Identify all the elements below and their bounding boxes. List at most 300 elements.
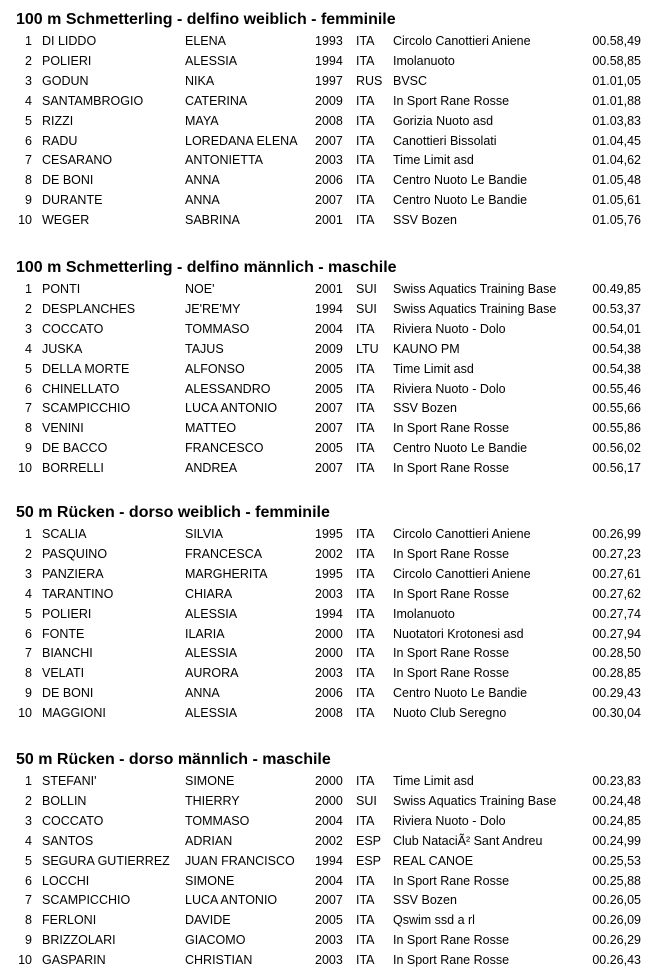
club-cell: Canottieri Bissolati: [393, 133, 497, 148]
club-cell: Nuoto Club Seregno: [393, 706, 507, 721]
time-cell: 00.24,85: [592, 813, 641, 828]
club-cell: In Sport Rane Rosse: [393, 953, 510, 968]
club-cell: Circolo Canottieri Aniene: [393, 566, 531, 581]
last-name-cell: PASQUINO: [42, 546, 108, 561]
result-row: [0, 91, 658, 111]
first-name-cell: FRANCESCO: [185, 441, 264, 456]
birth-year-cell: 2007: [315, 421, 343, 436]
result-row: [0, 170, 658, 190]
rank-cell: 5: [25, 606, 32, 621]
rank-cell: 1: [25, 282, 32, 296]
last-name-cell: SCAMPICCHIO: [42, 893, 131, 908]
rank-cell: 6: [25, 873, 32, 888]
last-name-cell: BOLLIN: [42, 793, 87, 808]
rank-cell: 10: [18, 953, 32, 968]
club-cell: In Sport Rane Rosse: [393, 933, 510, 948]
first-name-cell: SABRINA: [185, 213, 240, 228]
result-row: [0, 398, 658, 418]
result-row: [0, 31, 658, 51]
nation-cell: ITA: [356, 646, 375, 661]
rank-cell: 8: [25, 421, 32, 436]
rank-cell: 6: [25, 381, 32, 396]
section-title: 100 m Schmetterling - delfino weiblich - femminile: [16, 11, 396, 28]
first-name-cell: JUAN FRANCISCO: [185, 853, 295, 868]
nation-cell: ITA: [356, 706, 375, 721]
rank-cell: 9: [25, 933, 32, 948]
nation-cell: ITA: [356, 913, 375, 928]
club-cell: Circolo Canottieri Aniene: [393, 527, 531, 541]
nation-cell: ITA: [356, 321, 375, 336]
time-cell: 01.01,88: [592, 93, 641, 108]
last-name-cell: STEFANI': [42, 774, 97, 788]
birth-year-cell: 2007: [315, 401, 343, 416]
rank-cell: 2: [25, 301, 32, 316]
first-name-cell: CHRISTIAN: [185, 953, 253, 968]
club-cell: Imolanuoto: [393, 606, 455, 621]
nation-cell: ITA: [356, 53, 375, 68]
first-name-cell: ANNA: [185, 193, 220, 208]
last-name-cell: VENINI: [42, 421, 84, 436]
birth-year-cell: 2005: [315, 361, 343, 376]
last-name-cell: COCCATO: [42, 813, 104, 828]
nation-cell: ITA: [356, 93, 375, 108]
first-name-cell: LOREDANA ELENA: [185, 133, 298, 148]
last-name-cell: SANTAMBROGIO: [42, 93, 144, 108]
club-cell: Imolanuoto: [393, 53, 455, 68]
time-cell: 00.27,61: [592, 566, 641, 581]
time-cell: 00.25,88: [592, 873, 641, 888]
club-cell: REAL CANOE: [393, 853, 474, 868]
birth-year-cell: 2005: [315, 381, 343, 396]
first-name-cell: LUCA ANTONIO: [185, 893, 278, 908]
result-row: [0, 643, 658, 663]
nation-cell: SUI: [356, 282, 377, 296]
result-row: [0, 910, 658, 930]
last-name-cell: CESARANO: [42, 153, 113, 168]
result-row: [0, 624, 658, 644]
result-row: [0, 279, 658, 299]
result-row: [0, 584, 658, 604]
birth-year-cell: 2002: [315, 546, 343, 561]
nation-cell: ITA: [356, 527, 375, 541]
time-cell: 00.26,99: [592, 527, 641, 541]
result-row: [0, 703, 658, 723]
time-cell: 01.04,45: [592, 133, 641, 148]
time-cell: 01.05,48: [592, 173, 641, 188]
last-name-cell: GODUN: [42, 73, 89, 88]
section-title: 100 m Schmetterling - delfino männlich - maschile: [16, 259, 397, 276]
result-row: [0, 71, 658, 91]
nation-cell: ITA: [356, 153, 375, 168]
first-name-cell: CHIARA: [185, 586, 233, 601]
rank-cell: 4: [25, 586, 32, 601]
first-name-cell: ELENA: [185, 34, 226, 48]
club-cell: SSV Bozen: [393, 893, 457, 908]
birth-year-cell: 2006: [315, 173, 343, 188]
last-name-cell: DI LIDDO: [42, 34, 97, 48]
first-name-cell: SILVIA: [185, 527, 223, 541]
time-cell: 00.53,37: [592, 301, 641, 316]
last-name-cell: BIANCHI: [42, 646, 93, 661]
first-name-cell: DAVIDE: [185, 913, 231, 928]
time-cell: 01.04,62: [592, 153, 641, 168]
rank-cell: 7: [25, 401, 32, 416]
last-name-cell: CHINELLATO: [42, 381, 120, 396]
rank-cell: 2: [25, 53, 32, 68]
birth-year-cell: 1994: [315, 606, 343, 621]
result-row: [0, 379, 658, 399]
time-cell: 00.55,66: [592, 401, 641, 416]
time-cell: 00.27,94: [592, 626, 641, 641]
nation-cell: RUS: [356, 73, 383, 88]
rank-cell: 10: [18, 213, 32, 228]
time-cell: 00.25,53: [592, 853, 641, 868]
time-cell: 00.54,38: [592, 341, 641, 356]
first-name-cell: NOE': [185, 282, 215, 296]
time-cell: 00.23,83: [592, 774, 641, 788]
first-name-cell: ALESSANDRO: [185, 381, 271, 396]
nation-cell: ITA: [356, 953, 375, 968]
birth-year-cell: 2002: [315, 833, 343, 848]
nation-cell: ITA: [356, 113, 375, 128]
result-row: [0, 418, 658, 438]
rank-cell: 7: [25, 153, 32, 168]
first-name-cell: MATTEO: [185, 421, 237, 436]
club-cell: Time Limit asd: [393, 774, 474, 788]
birth-year-cell: 2005: [315, 913, 343, 928]
club-cell: Centro Nuoto Le Bandie: [393, 173, 528, 188]
birth-year-cell: 1994: [315, 53, 343, 68]
time-cell: 00.55,86: [592, 421, 641, 436]
club-cell: Qswim ssd a rl: [393, 913, 475, 928]
birth-year-cell: 2003: [315, 586, 343, 601]
first-name-cell: SIMONE: [185, 873, 235, 888]
birth-year-cell: 1994: [315, 301, 343, 316]
result-row: [0, 150, 658, 170]
last-name-cell: TARANTINO: [42, 586, 114, 601]
nation-cell: ITA: [356, 173, 375, 188]
rank-cell: 8: [25, 666, 32, 681]
nation-cell: ITA: [356, 686, 375, 701]
first-name-cell: AURORA: [185, 666, 239, 681]
time-cell: 01.05,76: [592, 213, 641, 228]
result-row: [0, 544, 658, 564]
club-cell: In Sport Rane Rosse: [393, 873, 510, 888]
result-row: [0, 604, 658, 624]
club-cell: Centro Nuoto Le Bandie: [393, 193, 528, 208]
last-name-cell: VELATI: [42, 666, 85, 681]
time-cell: 01.01,05: [592, 73, 641, 88]
nation-cell: ITA: [356, 566, 375, 581]
club-cell: Centro Nuoto Le Bandie: [393, 441, 528, 456]
time-cell: 00.24,99: [592, 833, 641, 848]
club-cell: Time Limit asd: [393, 361, 474, 376]
club-cell: In Sport Rane Rosse: [393, 586, 510, 601]
club-cell: In Sport Rane Rosse: [393, 421, 510, 436]
last-name-cell: JUSKA: [42, 341, 83, 356]
rank-cell: 2: [25, 793, 32, 808]
birth-year-cell: 1995: [315, 527, 343, 541]
nation-cell: ESP: [356, 833, 382, 848]
time-cell: 00.26,05: [592, 893, 641, 908]
club-cell: In Sport Rane Rosse: [393, 646, 510, 661]
last-name-cell: DESPLANCHES: [42, 301, 136, 316]
first-name-cell: ALESSIA: [185, 606, 238, 621]
first-name-cell: SIMONE: [185, 774, 235, 788]
birth-year-cell: 2004: [315, 873, 343, 888]
last-name-cell: FONTE: [42, 626, 85, 641]
birth-year-cell: 2003: [315, 953, 343, 968]
result-row: [0, 811, 658, 831]
birth-year-cell: 2009: [315, 93, 343, 108]
birth-year-cell: 2007: [315, 461, 343, 476]
section-title: 50 m Rücken - dorso männlich - maschile: [16, 751, 331, 768]
first-name-cell: JE'RE'MY: [185, 301, 241, 316]
birth-year-cell: 2001: [315, 282, 343, 296]
rank-cell: 9: [25, 193, 32, 208]
rank-cell: 5: [25, 113, 32, 128]
rank-cell: 3: [25, 566, 32, 581]
time-cell: 00.26,09: [592, 913, 641, 928]
club-cell: KAUNO PM: [393, 341, 460, 356]
result-row: [0, 791, 658, 811]
result-row: [0, 458, 658, 478]
time-cell: 00.56,02: [592, 441, 641, 456]
result-row: [0, 683, 658, 703]
birth-year-cell: 2000: [315, 774, 343, 788]
club-cell: SSV Bozen: [393, 401, 457, 416]
first-name-cell: MAYA: [185, 113, 219, 128]
last-name-cell: SCALIA: [42, 527, 87, 541]
birth-year-cell: 2000: [315, 793, 343, 808]
result-row: [0, 210, 658, 230]
club-cell: Time Limit asd: [393, 153, 474, 168]
result-row: [0, 564, 658, 584]
nation-cell: ITA: [356, 421, 375, 436]
time-cell: 01.05,61: [592, 193, 641, 208]
rank-cell: 5: [25, 853, 32, 868]
nation-cell: ITA: [356, 361, 375, 376]
first-name-cell: LUCA ANTONIO: [185, 401, 278, 416]
nation-cell: ITA: [356, 381, 375, 396]
time-cell: 01.03,83: [592, 113, 641, 128]
birth-year-cell: 2001: [315, 213, 343, 228]
birth-year-cell: 1994: [315, 853, 343, 868]
birth-year-cell: 2007: [315, 193, 343, 208]
last-name-cell: PANZIERA: [42, 566, 104, 581]
club-cell: Swiss Aquatics Training Base: [393, 793, 557, 808]
rank-cell: 8: [25, 173, 32, 188]
last-name-cell: PONTI: [42, 282, 81, 296]
birth-year-cell: 2007: [315, 133, 343, 148]
club-cell: In Sport Rane Rosse: [393, 666, 510, 681]
result-row: [0, 190, 658, 210]
first-name-cell: ANTONIETTA: [185, 153, 264, 168]
last-name-cell: DE BONI: [42, 173, 94, 188]
birth-year-cell: 2004: [315, 813, 343, 828]
result-row: [0, 299, 658, 319]
result-row: [0, 771, 658, 791]
nation-cell: ITA: [356, 893, 375, 908]
time-cell: 00.55,46: [592, 381, 641, 396]
club-cell: Club NataciÃ² Sant Andreu: [393, 833, 543, 848]
last-name-cell: GASPARIN: [42, 953, 106, 968]
last-name-cell: BRIZZOLARI: [42, 933, 116, 948]
nation-cell: ITA: [356, 813, 375, 828]
first-name-cell: ILARIA: [185, 626, 225, 641]
time-cell: 00.54,01: [592, 321, 641, 336]
last-name-cell: COCCATO: [42, 321, 104, 336]
first-name-cell: ADRIAN: [185, 833, 233, 848]
club-cell: Circolo Canottieri Aniene: [393, 34, 531, 48]
club-cell: SSV Bozen: [393, 213, 457, 228]
time-cell: 00.27,74: [592, 606, 641, 621]
rank-cell: 10: [18, 706, 32, 721]
rank-cell: 10: [18, 461, 32, 476]
club-cell: Centro Nuoto Le Bandie: [393, 686, 528, 701]
first-name-cell: TOMMASO: [185, 321, 250, 336]
rank-cell: 9: [25, 686, 32, 701]
rank-cell: 7: [25, 646, 32, 661]
result-row: [0, 851, 658, 871]
result-row: [0, 950, 658, 970]
first-name-cell: GIACOMO: [185, 933, 246, 948]
club-cell: Swiss Aquatics Training Base: [393, 301, 557, 316]
time-cell: 00.49,85: [592, 282, 641, 296]
result-row: [0, 111, 658, 131]
first-name-cell: ANNA: [185, 173, 220, 188]
last-name-cell: POLIERI: [42, 53, 92, 68]
nation-cell: ITA: [356, 133, 375, 148]
result-row: [0, 890, 658, 910]
nation-cell: ITA: [356, 626, 375, 641]
first-name-cell: ALFONSO: [185, 361, 245, 376]
nation-cell: ITA: [356, 546, 375, 561]
last-name-cell: BORRELLI: [42, 461, 104, 476]
last-name-cell: POLIERI: [42, 606, 92, 621]
last-name-cell: LOCCHI: [42, 873, 90, 888]
nation-cell: LTU: [356, 341, 379, 356]
nation-cell: ITA: [356, 401, 375, 416]
rank-cell: 7: [25, 893, 32, 908]
result-row: [0, 438, 658, 458]
club-cell: Riviera Nuoto - Dolo: [393, 381, 506, 396]
club-cell: In Sport Rane Rosse: [393, 546, 510, 561]
result-row: [0, 131, 658, 151]
first-name-cell: ANNA: [185, 686, 220, 701]
birth-year-cell: 2003: [315, 666, 343, 681]
first-name-cell: CATERINA: [185, 93, 248, 108]
rank-cell: 6: [25, 133, 32, 148]
result-row: [0, 871, 658, 891]
time-cell: 00.29,43: [592, 686, 641, 701]
birth-year-cell: 2009: [315, 341, 343, 356]
club-cell: Riviera Nuoto - Dolo: [393, 321, 506, 336]
birth-year-cell: 2007: [315, 893, 343, 908]
result-row: [0, 359, 658, 379]
birth-year-cell: 2000: [315, 646, 343, 661]
nation-cell: ITA: [356, 213, 375, 228]
club-cell: BVSC: [393, 73, 428, 88]
birth-year-cell: 2008: [315, 706, 343, 721]
nation-cell: SUI: [356, 301, 377, 316]
nation-cell: SUI: [356, 793, 377, 808]
result-row: [0, 51, 658, 71]
last-name-cell: FERLONI: [42, 913, 97, 928]
last-name-cell: SCAMPICCHIO: [42, 401, 131, 416]
birth-year-cell: 2003: [315, 153, 343, 168]
first-name-cell: NIKA: [185, 73, 215, 88]
first-name-cell: TAJUS: [185, 341, 224, 356]
rank-cell: 3: [25, 73, 32, 88]
club-cell: Swiss Aquatics Training Base: [393, 282, 557, 296]
last-name-cell: SANTOS: [42, 833, 94, 848]
last-name-cell: RADU: [42, 133, 78, 148]
last-name-cell: DE BONI: [42, 686, 94, 701]
first-name-cell: TOMMASO: [185, 813, 250, 828]
time-cell: 00.58,85: [592, 53, 641, 68]
result-row: [0, 831, 658, 851]
rank-cell: 5: [25, 361, 32, 376]
club-cell: In Sport Rane Rosse: [393, 93, 510, 108]
result-row: [0, 930, 658, 950]
nation-cell: ESP: [356, 853, 382, 868]
last-name-cell: SEGURA GUTIERREZ: [42, 853, 170, 868]
last-name-cell: DE BACCO: [42, 441, 108, 456]
time-cell: 00.28,85: [592, 666, 641, 681]
club-cell: In Sport Rane Rosse: [393, 461, 510, 476]
time-cell: 00.26,43: [592, 953, 641, 968]
nation-cell: ITA: [356, 441, 375, 456]
time-cell: 00.54,38: [592, 361, 641, 376]
last-name-cell: WEGER: [42, 213, 90, 228]
last-name-cell: DELLA MORTE: [42, 361, 130, 376]
time-cell: 00.24,48: [592, 793, 641, 808]
birth-year-cell: 1997: [315, 73, 343, 88]
time-cell: 00.56,17: [592, 461, 641, 476]
rank-cell: 2: [25, 546, 32, 561]
nation-cell: ITA: [356, 586, 375, 601]
last-name-cell: MAGGIONI: [42, 706, 106, 721]
last-name-cell: DURANTE: [42, 193, 103, 208]
result-row: [0, 663, 658, 683]
birth-year-cell: 2000: [315, 626, 343, 641]
nation-cell: ITA: [356, 933, 375, 948]
first-name-cell: ALESSIA: [185, 53, 238, 68]
rank-cell: 4: [25, 833, 32, 848]
first-name-cell: MARGHERITA: [185, 566, 268, 581]
club-cell: Nuotatori Krotonesi asd: [393, 626, 524, 641]
rank-cell: 3: [25, 813, 32, 828]
rank-cell: 8: [25, 913, 32, 928]
rank-cell: 6: [25, 626, 32, 641]
nation-cell: ITA: [356, 666, 375, 681]
birth-year-cell: 2003: [315, 933, 343, 948]
result-row: [0, 319, 658, 339]
nation-cell: ITA: [356, 34, 375, 48]
last-name-cell: RIZZI: [42, 113, 74, 128]
birth-year-cell: 1993: [315, 34, 343, 48]
result-row: [0, 339, 658, 359]
nation-cell: ITA: [356, 774, 375, 788]
time-cell: 00.27,62: [592, 586, 641, 601]
birth-year-cell: 2004: [315, 321, 343, 336]
rank-cell: 4: [25, 341, 32, 356]
club-cell: Riviera Nuoto - Dolo: [393, 813, 506, 828]
birth-year-cell: 2008: [315, 113, 343, 128]
birth-year-cell: 1995: [315, 566, 343, 581]
birth-year-cell: 2005: [315, 441, 343, 456]
